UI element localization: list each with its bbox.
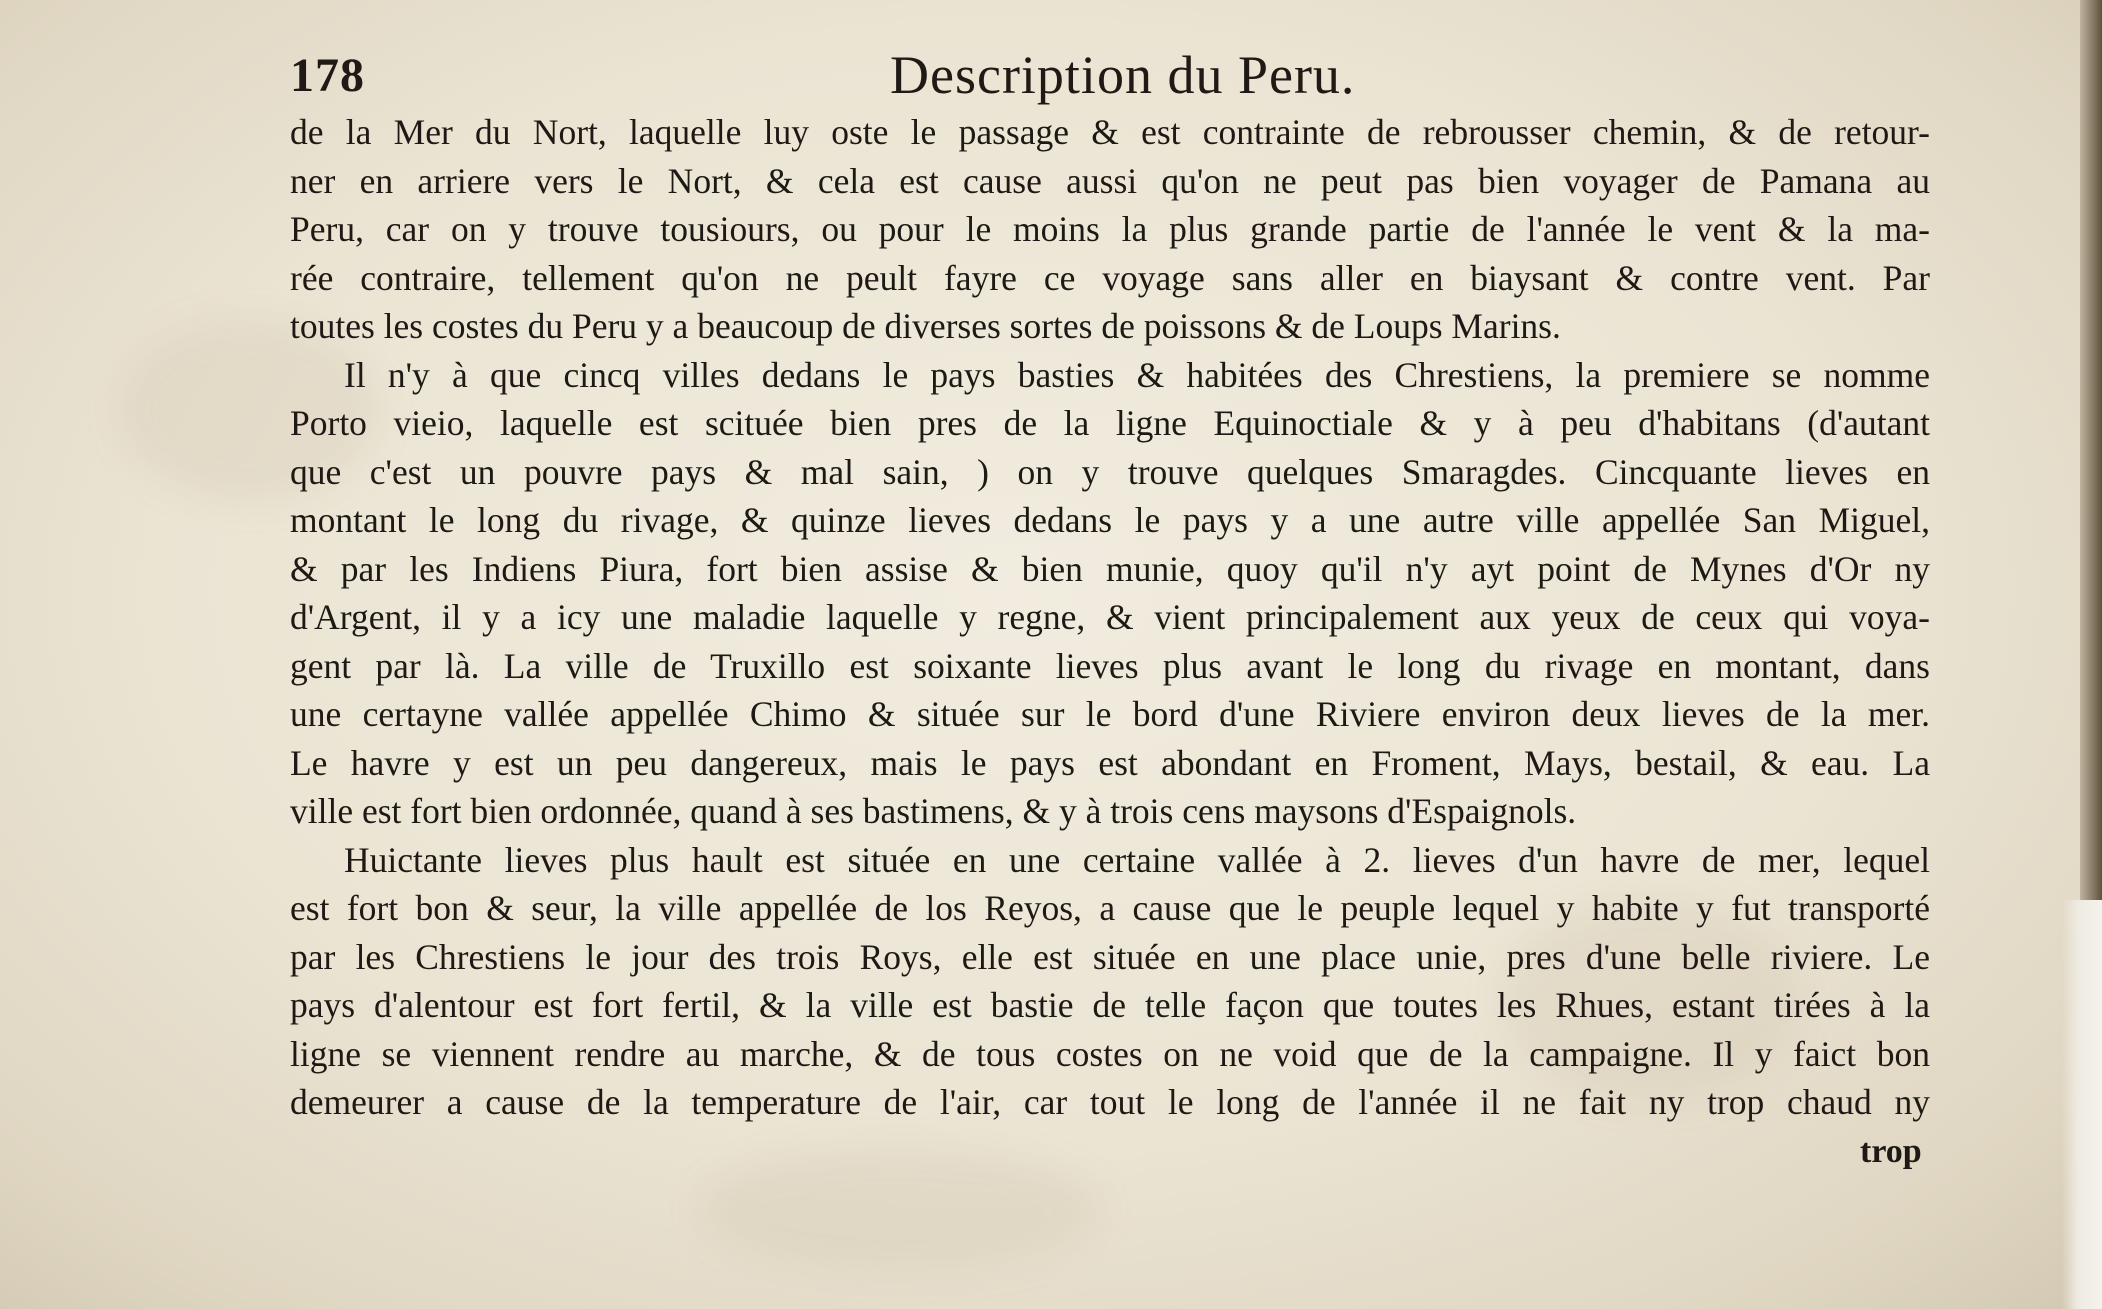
- body-text: [290, 108, 1930, 1127]
- running-header: [290, 44, 1930, 114]
- text-line: de la Mer du Nort, laquelle luy oste le passage & est contrainte de rebrousser chemin, & de retour-: [290, 112, 1930, 152]
- page-edge-highlight: [2062, 900, 2102, 1309]
- text-line: est fort bon & seur, la ville appellée de los Reyos, a cause que le peuple lequel y habite y fut transporté: [290, 888, 1930, 928]
- text-line: pays d'alentour est fort fertil, & la ville est bastie de telle façon que toutes les Rhues, estant tirées à la: [290, 985, 1930, 1025]
- text-line: & par les Indiens Piura, fort bien assise & bien munie, quoy qu'il n'y ayt point de Mynes d'Or ny: [290, 548, 1930, 589]
- text-line: rée contraire, tellement qu'on ne peult fayre ce voyage sans aller en biaysant & contre vent. Par: [290, 257, 1930, 298]
- text-line: Huictante lieves plus hault est située en une certaine vallée à 2. lieves d'un havre de mer, lequel: [344, 839, 1930, 880]
- text-line: ligne se viennent rendre au marche, & de tous costes on ne void que de la campaigne. Il y faict bon: [290, 1033, 1930, 1074]
- text-line: Peru, car on y trouve tousiours, ou pour le moins la plus grande partie de l'année le vent & la ma-: [290, 209, 1930, 249]
- text-line: toutes les costes du Peru y a beaucoup de diverses sortes de poissons & de Loups Marins.: [290, 306, 1561, 346]
- text-line: Le havre y est un peu dangereux, mais le pays est abondant en Froment, Mays, bestail, & eau. La: [290, 742, 1930, 783]
- text-line: montant le long du rivage, & quinze lieves dedans le pays y a une autre ville appellée San Miguel,: [290, 500, 1930, 540]
- paper-stain: [700, 1150, 1100, 1270]
- text-line: une certayne vallée appellée Chimo & située sur le bord d'une Riviere environ deux lieves de la mer.: [290, 694, 1930, 734]
- text-line: que c'est un pouvre pays & mal sain, ) on y trouve quelques Smaragdes. Cincquante lieves en: [290, 451, 1930, 492]
- text-line: Porto vieio, laquelle est scituée bien pres de la ligne Equinoctiale & y à peu d'habitans (d'autant: [290, 403, 1930, 443]
- catchword: trop: [1860, 1133, 1922, 1170]
- running-title: Description du Peru.: [890, 45, 1356, 105]
- page-number: 178: [290, 49, 365, 102]
- text-line: d'Argent, il y a icy une maladie laquelle y regne, & vient principalement aux yeux de ceux qui voya-: [290, 597, 1930, 637]
- text-line: gent par là. La ville de Truxillo est soixante lieves plus avant le long du rivage en montant, dans: [290, 645, 1930, 686]
- text-line: ner en arriere vers le Nort, & cela est cause aussi qu'on ne peut pas bien voyager de Pamana au: [290, 160, 1930, 201]
- text-line: Il n'y à que cincq villes dedans le pays basties & habitées des Chrestiens, la premiere se nomme: [344, 354, 1930, 395]
- text-line: demeurer a cause de la temperature de l'air, car tout le long de l'année il ne fait ny trop chaud ny: [290, 1082, 1930, 1122]
- text-line: ville est fort bien ordonnée, quand à ses bastimens, & y à trois cens maysons d'Espaignols.: [290, 791, 1577, 831]
- text-line: par les Chrestiens le jour des trois Roys, elle est située en une place unie, pres d'une belle riviere. Le: [290, 936, 1930, 977]
